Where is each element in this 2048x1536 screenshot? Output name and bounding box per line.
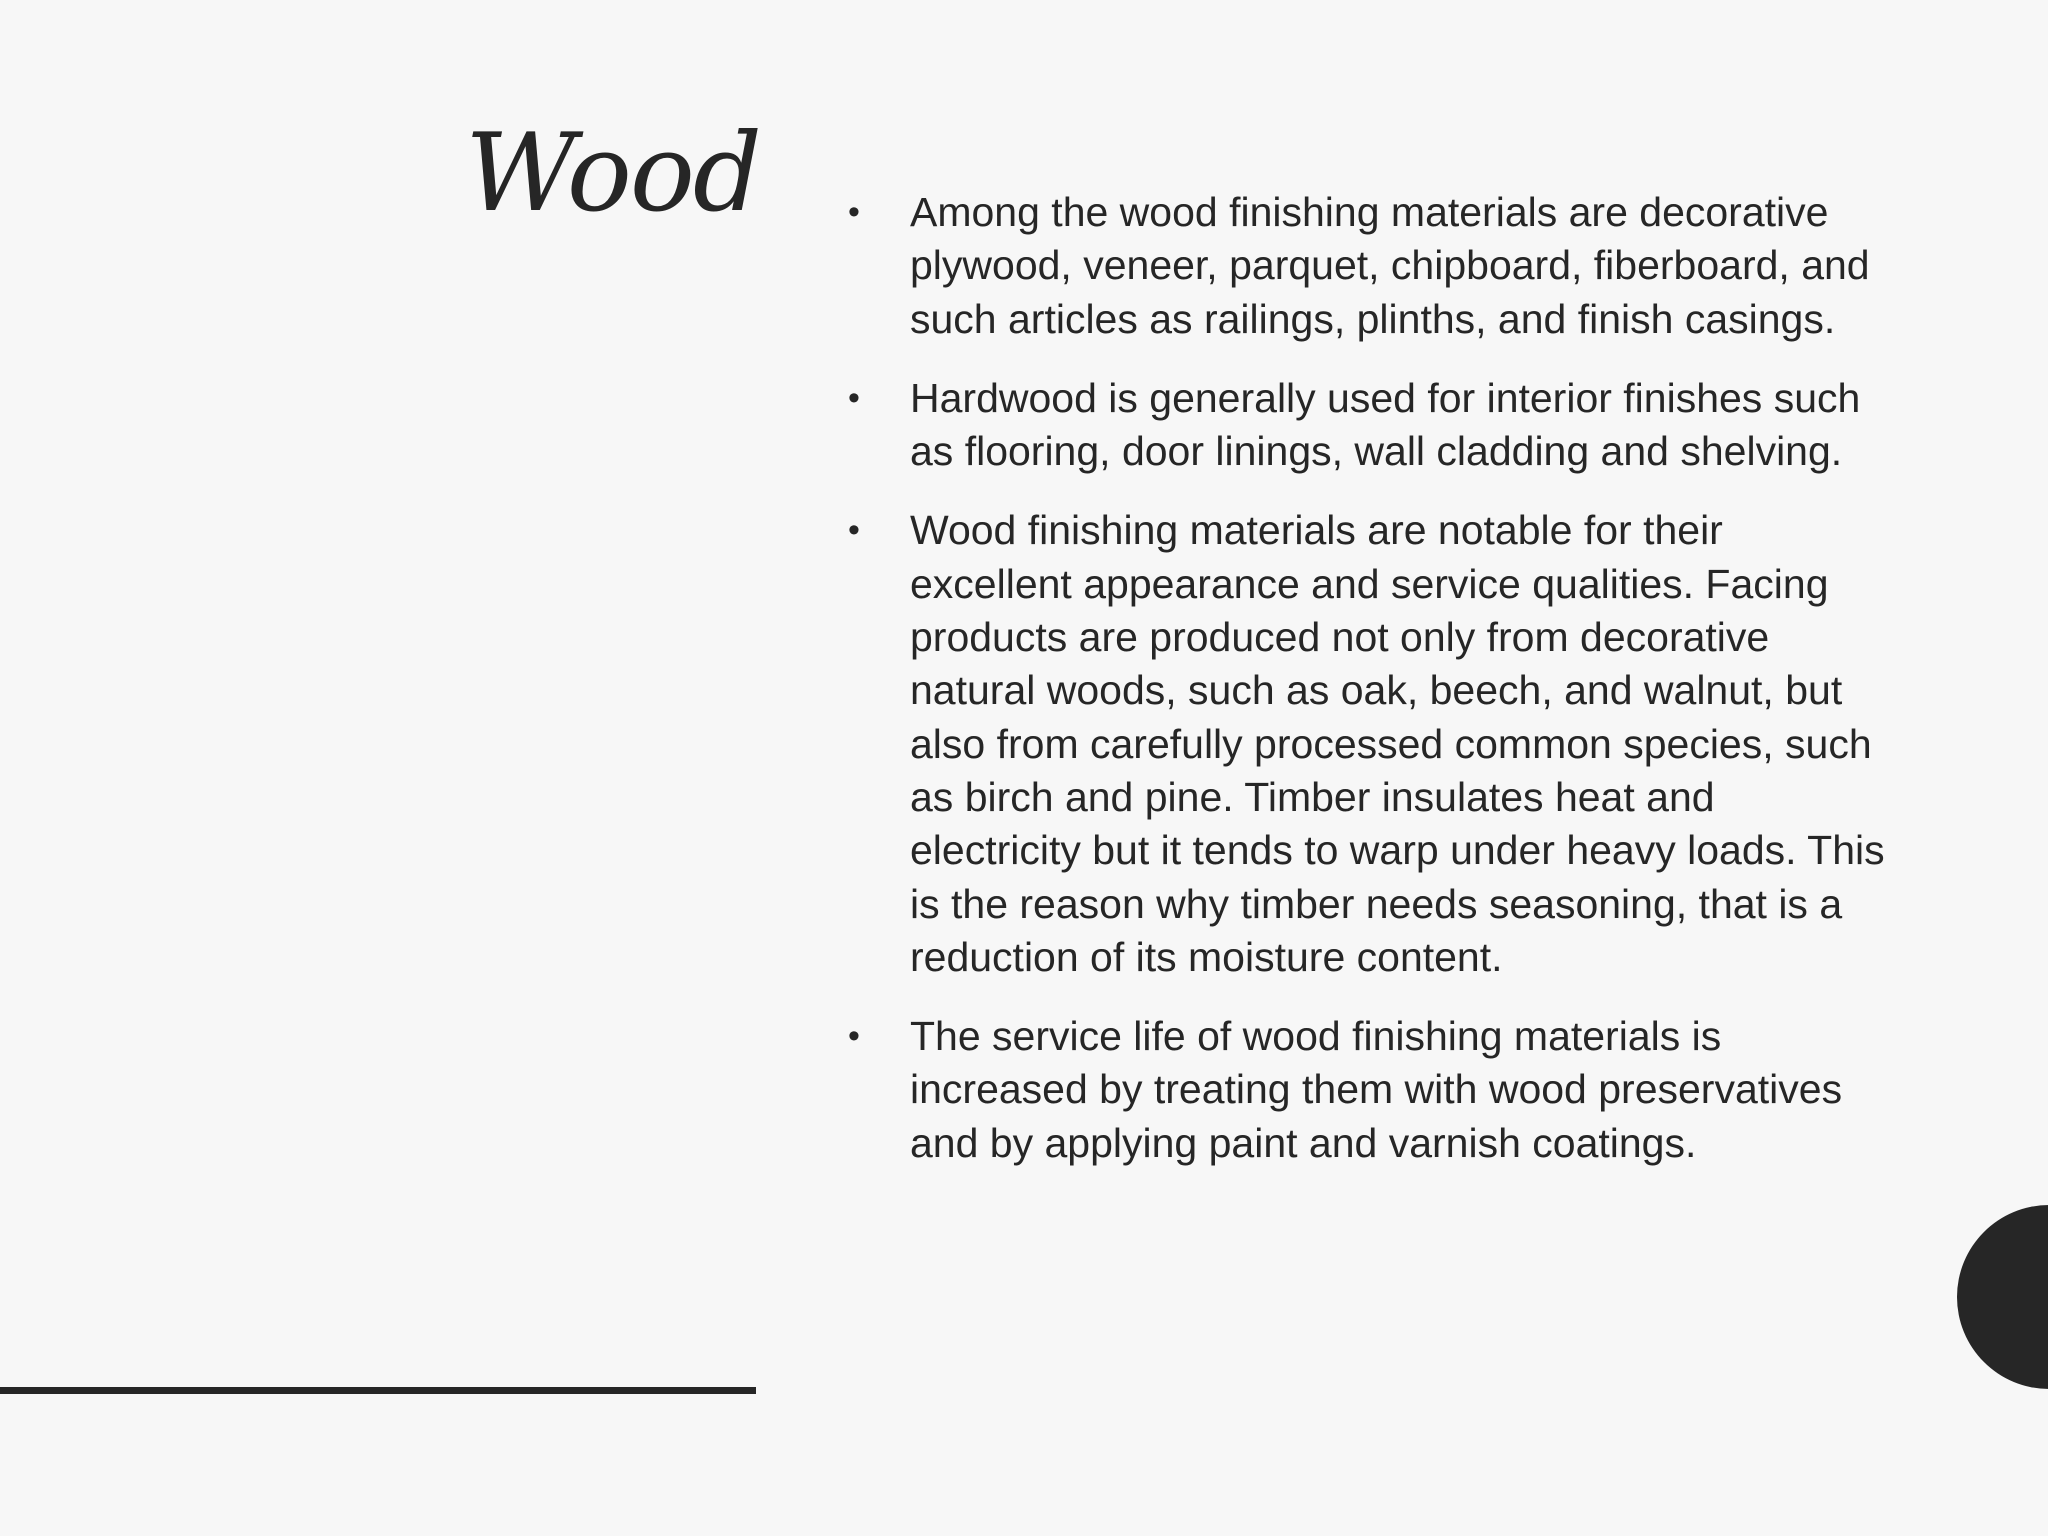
bullet-text: The service life of wood finishing materials is increased by treating them with wood preservatives and by applying paint and varnish coatings.	[910, 1013, 1843, 1166]
bullet-text: Hardwood is generally used for interior finishes such as flooring, door linings, wall cladding and shelving.	[910, 374, 1861, 475]
bullet-item	[840, 372, 1890, 479]
decorative-circle	[1957, 1205, 2048, 1389]
bullet-list	[840, 186, 1890, 1196]
bullet-dot-icon: •	[848, 378, 860, 417]
slide-title: Wood	[465, 111, 760, 236]
bullet-dot-icon: •	[848, 193, 860, 231]
bullet-dot-icon: •	[848, 1017, 860, 1056]
bullet-item	[840, 1010, 1890, 1170]
bullet-item	[840, 504, 1890, 984]
title-underline-rule	[0, 1387, 756, 1394]
bullet-text: Wood finishing materials are notable for their excellent appearance and service qualities. Facing products are produced not only from decorative natural woods, such as oak, beech, and walnut, but also from carefully processed common species, such as birch and pine. Timber insulates heat and electricity but it tends to warp under heavy loads. This is the reason why timber needs seasoning, that is a reduction of its moisture content.	[910, 507, 1885, 980]
bullet-item	[840, 186, 1890, 346]
bullet-dot-icon: •	[848, 511, 860, 550]
bullet-text: Among the wood finishing materials are decorative plywood, veneer, parquet, chipboard, fiberboard, and such articles as railings, plinths, and finish casings.	[910, 189, 1870, 342]
